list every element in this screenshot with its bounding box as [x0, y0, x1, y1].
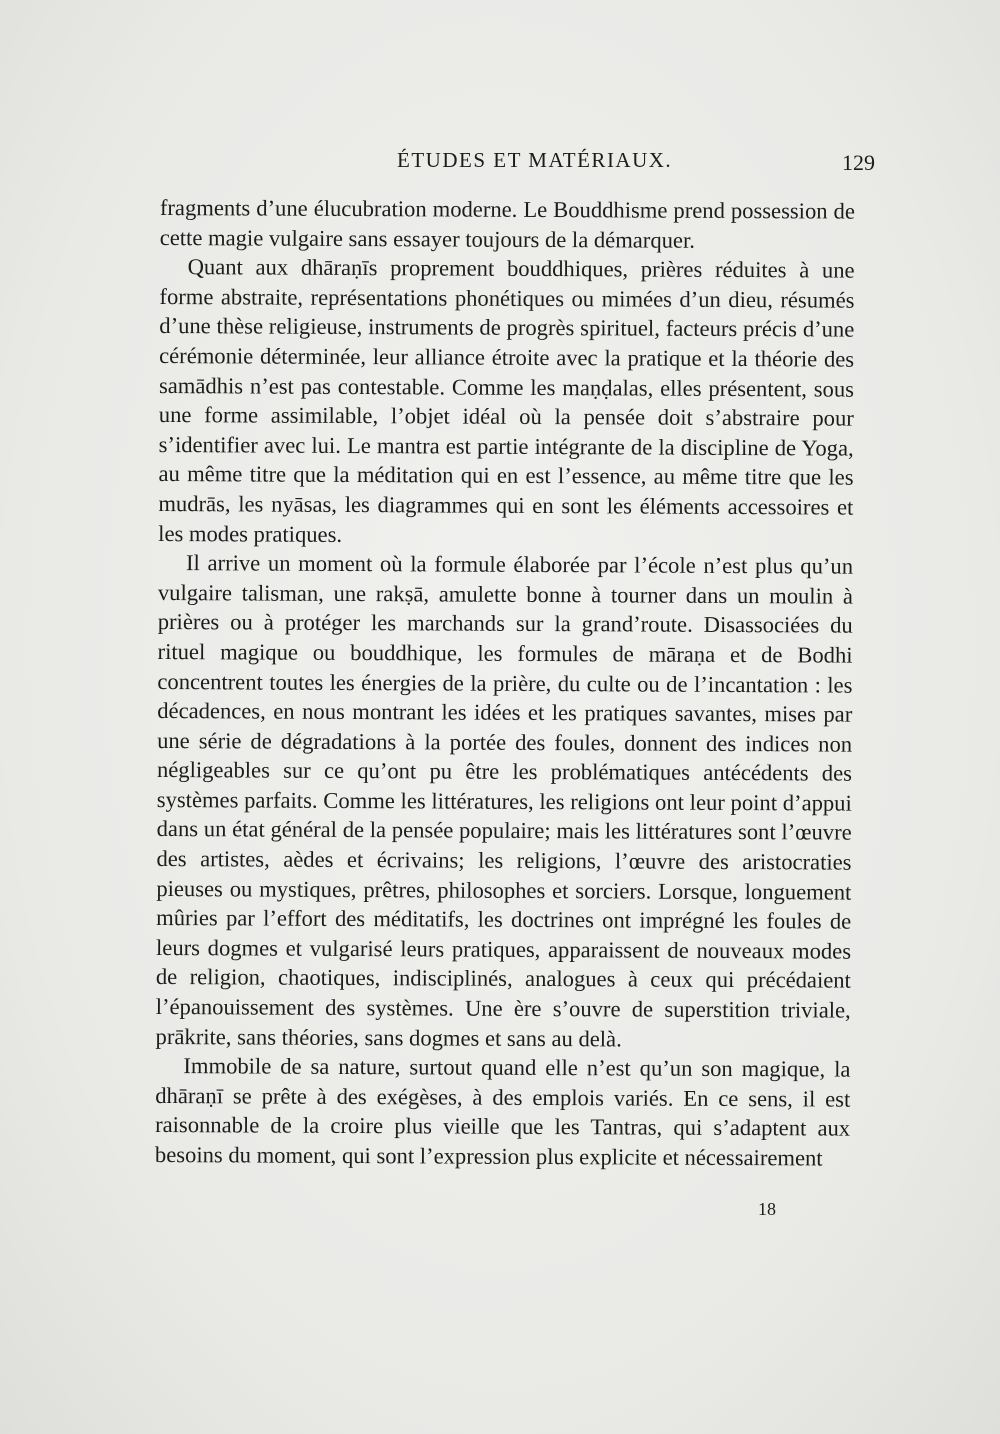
page-number: 129	[842, 150, 875, 175]
paragraph-continued: fragments d’une élucubration moderne. Le Bouddhisme prend possession de cette magie vulgaire sans essayer toujours de la démarquer.	[159, 194, 855, 253]
paragraph-immobile: Immobile de sa nature, surtout quand elle n’est qu’un son magique, la dhāraṇī se prête à des exégèses, à des emplois variés. En ce sens, il est raisonnable de la croire plus vieille que les Tantras, qui s’adaptent aux besoins du moment, qui sont l’expression plus explicite et nécessairement	[154, 1053, 851, 1171]
page-header	[165, 148, 875, 178]
paragraph-talisman: Il arrive un moment où la formule élaborée par l’école n’est plus qu’un vulgaire talisman, une rakṣā, amulette bonne à tourner dans un moulin à prières ou à protéger les marchands sur la grand’route. Disassociées du rituel magique ou bouddhique, les formules de māraṇa et de Bodhi concentrent toutes les énergies de la prière, du culte ou de l’incantation : les décadences, en nous montrant les idées et les pratiques savantes, mises par une série de dégradations à la portée des foules, donnent des indices non négligeables sur ce qu’ont pu être les problématiques antécédents des systèmes parfaits. Comme les littératures, les religions ont leur point d’appui dans un état général de la pensée populaire; mais les littératures sont l’œuvre des artistes, aèdes et écrivains; les religions, l’œuvre des aristocraties pieuses ou mystiques, prêtres, philosophes et sorciers. Lorsque, longuement mûries par l’effort des méditatifs, les doctrines ont imprégné les foules de leurs dogmes et vulgarisé leurs pratiques, apparaissent de nouveaux modes de religion, chaotiques, indisciplinés, analogues à ceux qui précédaient l’épanouissement des systèmes. Une ère s’ouvre de superstition triviale, prākrite, sans théories, sans dogmes et sans au delà.	[155, 550, 854, 1052]
signature-mark: 18	[758, 1199, 776, 1219]
paragraph-dharanis: Quant aux dhāraṇīs proprement bouddhiques, prières réduites à une forme abstraite, représentations phonétiques ou mimées d’un dieu, résumés d’une thèse religieuse, instruments de progrès spirituel, facteurs précis d’une cérémonie déterminée, leur alliance étroite avec la pratique et la théorie des samādhis n’est pas contestable. Comme les maṇḍalas, elles présentent, sous une forme assimilable, l’objet idéal où la pensée doit s’abstraire pour s’identifier avec lui. Le mantra est partie intégrante de la discipline de Yoga, au même titre que la méditation qui en est l’essence, au même titre que les mudrās, les nyāsas, les diagrammes qui en sont les éléments accessoires et les modes pratiques.	[158, 254, 855, 547]
running-head: ÉTUDES ET MATÉRIAUX.	[397, 148, 673, 172]
body-text	[155, 193, 855, 1173]
